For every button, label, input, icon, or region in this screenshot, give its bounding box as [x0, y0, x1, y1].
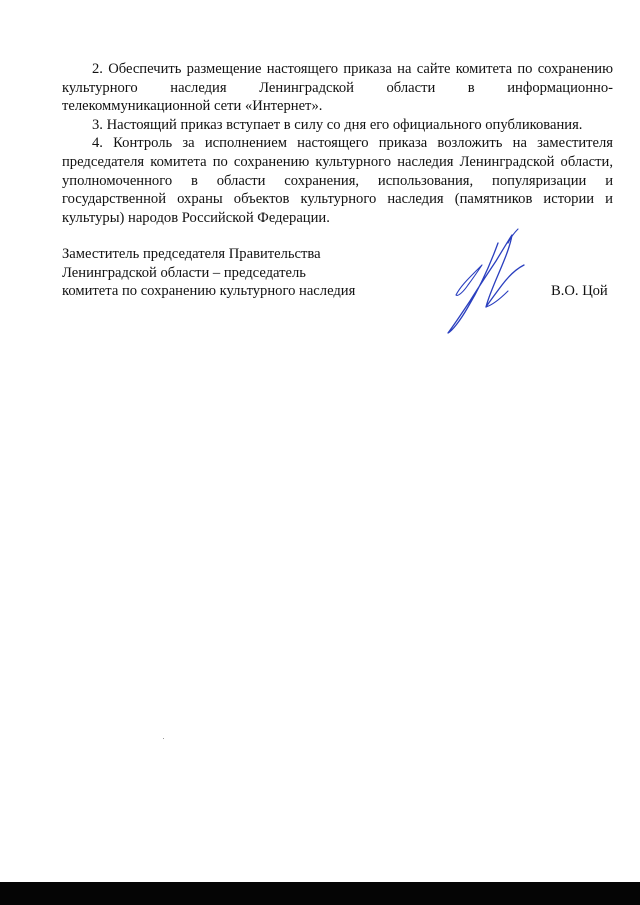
scan-speck: [163, 738, 164, 739]
signatory-title-line-3: комитета по сохранению культурного наследия: [62, 283, 356, 300]
signatory-title-line-2: Ленинградской области – председатель: [62, 264, 306, 281]
handwritten-signature: [438, 225, 538, 340]
paragraph-3: 3. Настоящий приказ вступает в силу со дня его официального опубликования.: [92, 116, 583, 133]
signer-name: В.О. Цой: [551, 283, 608, 299]
signatory-title: [62, 245, 355, 301]
signatory-title-line-1: Заместитель председателя Правительства: [62, 246, 321, 262]
paragraph-4: 4. Контроль за исполнением настоящего приказа возложить на заместителя председателя комитета по сохранению культурного наследия Ленинградской области, уполномоченного в области сохранения, использования, популяризации и государственной охраны объектов культурного наследия (памятников истории и культуры) народов Российской Федерации.: [62, 135, 613, 226]
paragraph-2: 2. Обеспечить размещение настоящего приказа на сайте комитета по сохранению культурного наследия Ленинградской области в информационно-телекоммуникационной сети «Интернет».: [62, 61, 613, 115]
order-body: [62, 60, 613, 227]
scan-bottom-border: [0, 882, 640, 905]
